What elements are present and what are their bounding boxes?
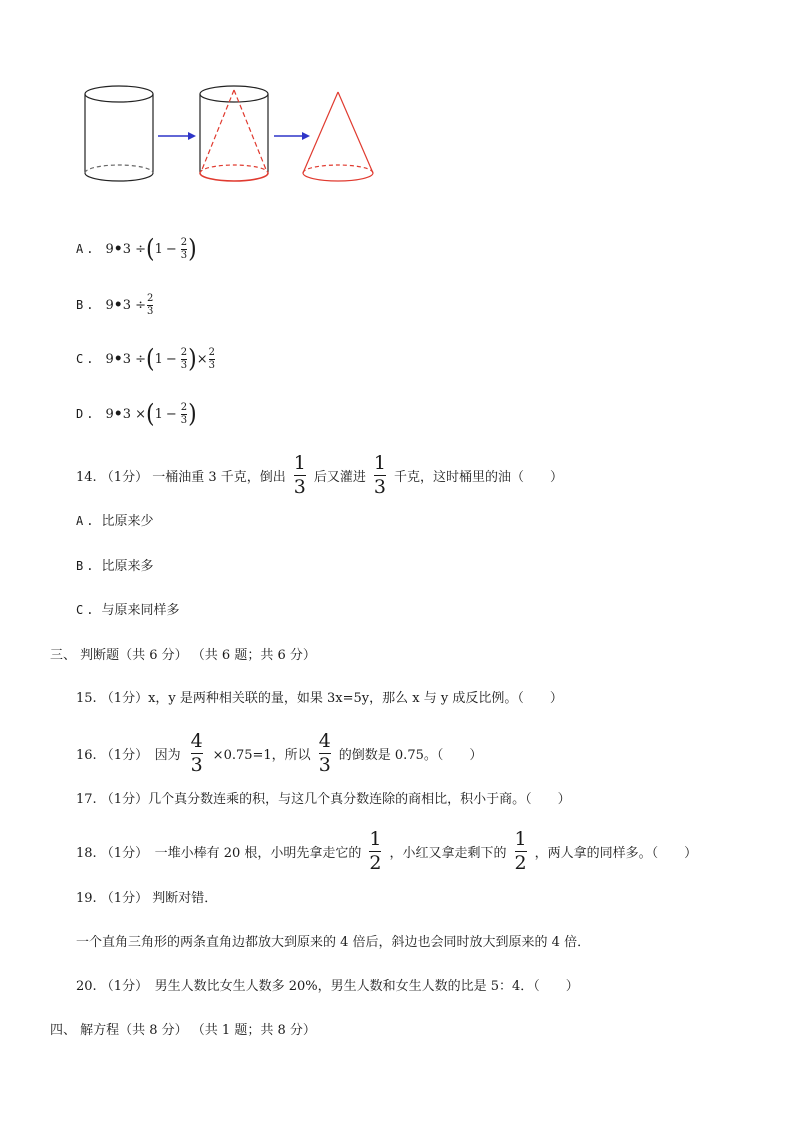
option-d: D . 9 • 3 × ( 1 − $\frac{2}{3}$ ) — [76, 399, 197, 429]
question-19: 19. （1分） 判断对错． — [76, 891, 218, 906]
fraction-two-thirds: $\frac{2}{3}$ — [147, 292, 154, 317]
q14-option-c: C . 与原来同样多 — [76, 603, 180, 618]
fraction-one-half: 1 2 — [369, 827, 382, 874]
option-letter: A — [76, 242, 84, 256]
cylinder-cone-figure — [70, 80, 390, 190]
question-text: 14. （1分） 一桶油重 3 千克，倒出 — [76, 469, 286, 485]
option-a: A . 9 • 3 ÷ ( 1 − $\frac{2}{3}$ ) — [76, 234, 197, 264]
cone-shape — [303, 92, 373, 181]
fraction-four-thirds: 4 3 — [318, 729, 331, 776]
question-16: 16. （1分） 因为 4 3 ×0.75=1，所以 4 3 的倒数是 0.75。（ ） — [76, 729, 483, 776]
question-15: 15. （1分）x，y 是两种相关联的量，如果 3x=5y，那么 x 与 y 成反比例。（ ） — [76, 691, 563, 706]
option-lead: 9 — [105, 406, 114, 422]
arrow-right-icon — [274, 132, 310, 140]
fraction-two-thirds: $\frac{2}{3}$ — [180, 236, 188, 261]
option-c: C . 9 • 3 ÷ ( 1 − $\frac{2}{3}$ ) × $\frac{2}{3}$ — [76, 344, 216, 374]
arrow-right-icon — [158, 132, 196, 140]
fraction-one-third: 1 3 — [373, 451, 386, 498]
multiply-dot: • — [113, 241, 123, 257]
option-letter: D — [76, 407, 84, 421]
question-20: 20. （1分） 男生人数比女生人数多 20%，男生人数和女生人数的比是 5：4．（ ） — [76, 979, 579, 994]
option-b: B . 9 • 3 ÷ $\frac{2}{3}$ — [76, 292, 154, 317]
option-lead: 9 — [105, 351, 114, 367]
question-17: 17. （1分）几个真分数连乘的积，与这几个真分数连除的商相比，积小于商。（ ） — [76, 792, 571, 807]
q14-option-a: A . 比原来少 — [76, 514, 154, 529]
question-text: 千克，这时桶里的油（ ） — [393, 469, 563, 485]
option-lead: 9 — [105, 241, 114, 257]
option-letter: C — [76, 352, 84, 366]
cylinder-with-cone-shape — [200, 86, 268, 181]
fraction-two-thirds: $\frac{2}{3}$ — [180, 401, 188, 426]
fraction-two-thirds: $\frac{2}{3}$ — [208, 346, 216, 371]
option-letter: B — [76, 298, 84, 312]
section-heading: 三、 判断题（共 6 分） （共 6 题；共 6 分） — [50, 648, 316, 663]
option-tail: 3 ÷ — [122, 241, 146, 257]
question-text: 后又灌进 — [313, 469, 366, 485]
question-14 — [76, 450, 563, 500]
cylinder-shape — [85, 86, 153, 181]
question-18: 18. （1分） 一堆小棒有 20 根，小明先拿走它的 1 2 ，小红又拿走剩下的 1 2 ，两人拿的同样多。（ ） — [76, 827, 698, 874]
option-lead: 9 — [105, 297, 114, 313]
option-tail: 3 ÷ — [122, 351, 146, 367]
multiply-dot: • — [113, 297, 123, 313]
multiply-dot: • — [113, 351, 123, 367]
fraction-two-thirds: $\frac{2}{3}$ — [180, 346, 188, 371]
multiply-dot: • — [113, 406, 123, 422]
q14-option-b: B . 比原来多 — [76, 559, 154, 574]
option-tail: 3 ÷ — [122, 297, 146, 313]
section-heading: 四、 解方程（共 8 分） （共 1 题；共 8 分） — [50, 1023, 316, 1038]
option-tail: 3 × — [122, 406, 146, 422]
fraction-one-half: 1 2 — [514, 827, 527, 874]
fraction-one-third: 1 3 — [293, 451, 306, 498]
question-19-body: 一个直角三角形的两条直角边都放大到原来的 4 倍后，斜边也会同时放大到原来的 4 倍． — [76, 935, 591, 950]
fraction-four-thirds: 4 3 — [190, 729, 203, 776]
